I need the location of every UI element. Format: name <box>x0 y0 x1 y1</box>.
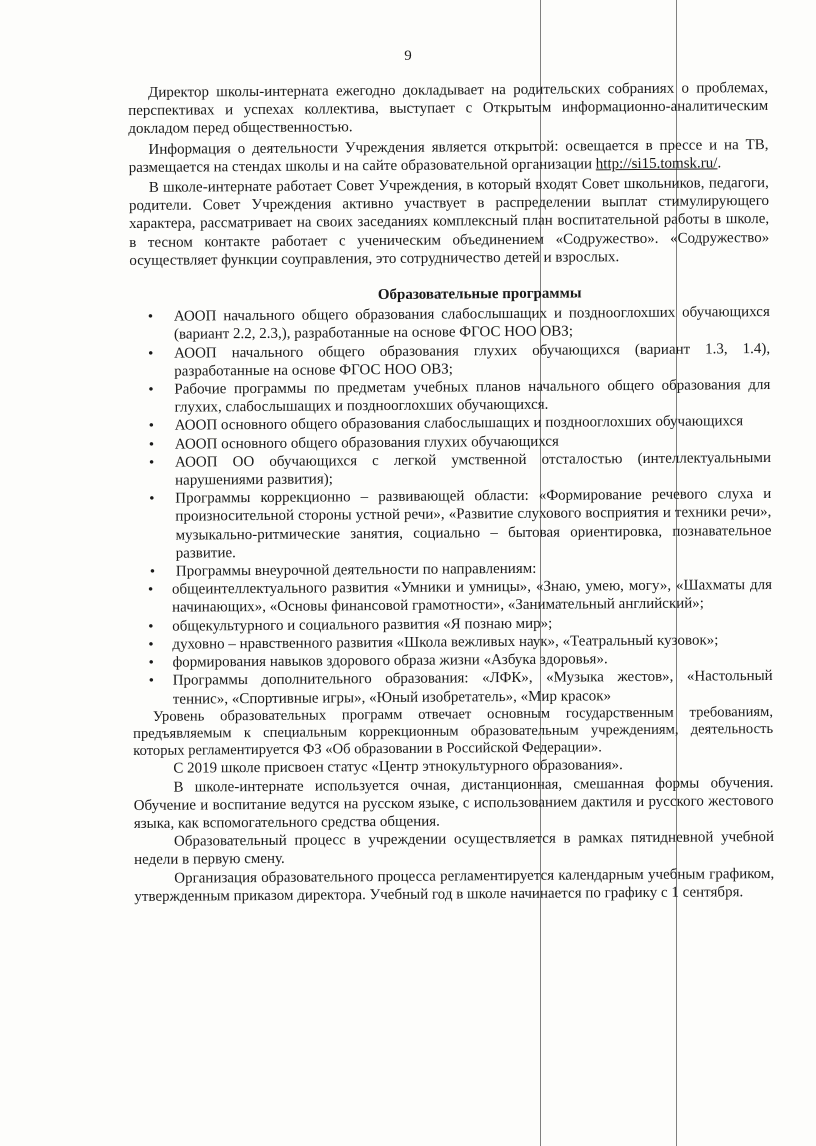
site-link[interactable]: http://si15.tomsk.ru/ <box>595 155 718 173</box>
list-item <box>131 449 771 490</box>
list-item-text: Программы коррекционно – развивающей области: «Формирование речевого слуха и произносительной стороны устной речи», «Развитие слухового восприятия и техники речи», музыкально-ритмические занятия, социально – бытовая ориентировка, познавательное развитие. <box>175 486 772 562</box>
bullet-icon: • <box>147 582 154 599</box>
paragraph: Директор школы-интерната ежегодно докладывает на родительских собраниях о проблемах, перспективах и успехах коллектива, выступает с Открытым информационно-аналитическим докладом перед общественностью. <box>128 79 769 138</box>
list-item <box>130 340 770 381</box>
paragraph: В школе-интернате используется очная, дистанционная, смешанная формы обучения. Обучение и воспитание ведутся на русском языке, с использованием дактиля и русского жестового языка, как вспомогательного средства общения. <box>133 774 774 832</box>
list-item-text: АООП основного общего образования слабослышащих и позднооглохших обучающихся <box>174 413 744 435</box>
bullet-icon: • <box>149 563 156 580</box>
list-item <box>133 667 773 708</box>
list-item-text: общекультурного и социального развития «Я познаю мир»; <box>172 615 553 635</box>
section-heading: Образовательные программы <box>377 285 582 304</box>
bullet-icon: • <box>148 436 155 453</box>
bullet-icon: • <box>149 491 155 508</box>
list-item-text: АООП начального общего образования глухих обучающихся (вариант 1.3, 1.4), разработанные на основе ФГОС НОО ОВЗ; <box>174 340 771 380</box>
paragraph: Образовательный процесс в учреждении осуществляется в рамках пятидневной учебной недели в первую смену. <box>134 829 774 869</box>
bullet-icon: • <box>148 636 154 653</box>
link-suffix: . <box>717 155 722 172</box>
list-item-text: общеинтеллектуального развития «Умники и умницы», «Знаю, умею, могу», «Шахматы для начинающих», «Основы финансовой грамотности», «Занимательный английский»; <box>171 577 773 617</box>
paragraph <box>128 136 768 177</box>
bullet-icon: • <box>148 673 155 690</box>
paragraph: В школе-интернате работает Совет Учреждения, в который входят Совет школьников, педагоги, родители. Совет Учреждения активно участвует в распределении выплат стимулирующего характера, рассматривает на своих заседаниях комплексный план воспитательной работы в школе, в тесном контакте работает с ученическим объединением «Содружество». «Содружество» осуществляет функции соуправления, это сотрудничество детей и взрослых. <box>128 174 770 269</box>
bullet-icon: • <box>148 418 155 435</box>
list-item-text: духовно – нравственного развития «Школа вежливых наук», «Театральный кузовок»; <box>172 632 719 653</box>
list-item-text: Рабочие программы по предметам учебных планов начального общего образования для глухих, слабослышащих и позднооглохших обучающихся. <box>174 377 771 416</box>
paragraph: С 2019 школе присвоен статус «Центр этнокультурного образования». <box>173 757 623 777</box>
bullet-icon: • <box>148 381 154 398</box>
list-item-text: АООП начального общего образования слабослышащих и позднооглохших обучающихся (вариант 2.2, 2.3,), разработанные на основе ФГОС НОО ОВЗ; <box>173 304 770 344</box>
bullet-icon: • <box>148 654 154 671</box>
list-item <box>130 376 770 417</box>
list-item-text: Программы внеурочной деятельности по направлениям: <box>175 560 537 580</box>
document-body <box>128 79 774 906</box>
list-item-text: формирования навыков здорового образа жизни «Азбука здоровья». <box>172 651 608 671</box>
bullet-icon: • <box>148 618 154 635</box>
programs-list <box>130 303 773 708</box>
paragraph: Уровень образовательных программ отвечает основным государственным требованиям, предъявляемым к специальным коррекционным образовательным учреждениям, деятельность которых регламентируется ФЗ «Об образовании в Российской Федерации». <box>133 703 774 760</box>
page-number: 9 <box>404 48 412 64</box>
list-item <box>130 303 770 344</box>
list-item <box>132 576 772 617</box>
bullet-icon: • <box>147 309 154 326</box>
list-item-text: Программы дополнительного образования: «ЛФК», «Музыка жестов», «Настольный теннис», «Спортивные игры», «Юный изобретатель», «Мир красок» <box>172 668 773 708</box>
list-item <box>131 485 772 563</box>
list-item-text: АООП ОО обучающихся с легкой умственной отсталостью (интеллектуальными нарушениями развития); <box>174 449 772 489</box>
paragraph-text: Информация о деятельности Учреждения является открытой: освещается в прессе и на ТВ, размещается на стендах школы и на сайте образовательной организации <box>128 136 769 176</box>
bullet-icon: • <box>148 454 155 471</box>
paragraph: Организация образовательного процесса регламентируется календарным учебным графиком, утвержденным приказом директора. Учебный год в школе начинается по графику с 1 сентября. <box>134 865 775 905</box>
list-item-text: АООП основного общего образования глухих обучающихся <box>174 433 559 453</box>
bullet-icon: • <box>148 345 154 362</box>
